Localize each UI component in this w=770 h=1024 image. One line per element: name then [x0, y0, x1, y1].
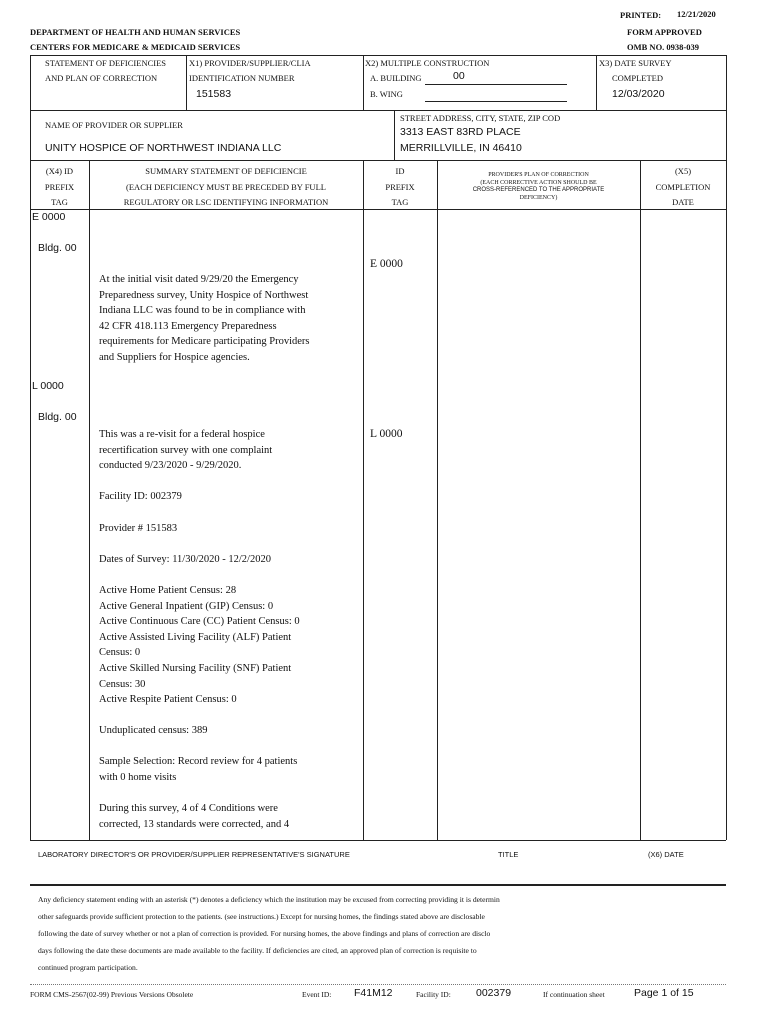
footnote-line: days following the date these documents are made available to the facility. If deficiencies are cited, an approved plan of correction is requisite to	[38, 946, 477, 955]
facility-id-value: 002379	[476, 987, 512, 999]
l-summary-block: Facility ID: 002379	[99, 491, 182, 503]
footnote-line: following the date of survey whether or not a plan of correction is provided. For nursing homes, the above findings and plans of correction are disclo	[38, 929, 491, 938]
wing-underline	[425, 101, 567, 102]
e-summary-text: At the initial visit dated 9/29/20 the Emergency Preparedness survey, Unity Hospice of Northwest Indiana LLC was found to be in compliance with 42 CFR 418.113 Emergency Preparedness requirements for Medicare participating Providers and Suppliers for Hospice agencies.	[99, 274, 310, 363]
rule	[596, 55, 597, 110]
page-number: Page 1 of 15	[634, 987, 694, 999]
agency-name: CENTERS FOR MEDICARE & MEDICAID SERVICES	[30, 42, 241, 52]
rule	[394, 110, 395, 160]
rule	[30, 884, 726, 886]
survey-date-label: X3) DATE SURVEY	[599, 58, 672, 68]
construction-label: X2) MULTIPLE CONSTRUCTION	[365, 58, 490, 68]
l-summary-block: Dates of Survey: 11/30/2020 - 12/2/2020	[99, 553, 271, 565]
x4-header: TAG	[51, 197, 68, 207]
survey-date-value: 12/03/2020	[612, 88, 665, 100]
l-bldg: Bldg. 00	[38, 411, 77, 423]
footnote-line: continued program participation.	[38, 963, 138, 972]
title-label: TITLE	[498, 850, 519, 859]
id-header: TAG	[391, 197, 409, 207]
form-approved: FORM APPROVED	[627, 27, 702, 37]
x5-header: (X5)	[674, 166, 692, 176]
l-summary-block: Provider # 151583	[99, 522, 178, 534]
survey-date-label: COMPLETED	[612, 73, 663, 83]
x5-header: COMPLETION	[655, 182, 711, 192]
provider-id-label: X1) PROVIDER/SUPPLIER/CLIA	[189, 58, 311, 68]
l-summary-block: During this survey, 4 of 4 Conditions were corrected, 13 standards were corrected, and 4	[99, 803, 290, 830]
building-label: A. BUILDING	[370, 73, 422, 83]
l-summary	[99, 427, 339, 832]
x5-header: DATE	[672, 197, 694, 207]
e-bldg: Bldg. 00	[38, 242, 77, 254]
signature-label: LABORATORY DIRECTOR'S OR PROVIDER/SUPPLIER REPRESENTATIVE'S SIGNATURE	[38, 850, 350, 859]
statement-label: AND PLAN OF CORRECTION	[45, 73, 158, 83]
x4-header: PREFIX	[44, 182, 75, 192]
footnote-line: other safeguards provide sufficient protection to the patients. (see instructions.) Except for nursing homes, the findings stated above are disclosable	[38, 912, 485, 921]
l-summary-block: Sample Selection: Record review for 4 patients with 0 home visits	[99, 756, 298, 784]
event-id-value: F41M12	[354, 987, 393, 999]
rule	[186, 55, 187, 110]
rule	[30, 160, 726, 161]
l-summary-block: Unduplicated census: 389	[99, 725, 208, 737]
provider-id-value: 151583	[196, 88, 232, 100]
rule	[30, 840, 726, 841]
footer-rule	[30, 984, 726, 985]
continuation-label: If continuation sheet	[543, 990, 605, 999]
l-tag-right: L 0000	[370, 428, 403, 440]
footnote	[38, 891, 738, 976]
event-id-label: Event ID:	[302, 990, 332, 999]
l-tag: L 0000	[32, 380, 64, 392]
rule	[30, 55, 726, 56]
summary-header: (EACH DEFICIENCY MUST BE PRECEDED BY FULL	[126, 182, 326, 192]
provider-name-label: NAME OF PROVIDER OR SUPPLIER	[45, 120, 183, 130]
rule	[30, 209, 726, 210]
rule	[363, 55, 364, 110]
summary-header: SUMMARY STATEMENT OF DEFICIENCIE	[145, 166, 307, 176]
rule	[30, 110, 726, 111]
plan-header: CROSS-REFERENCED TO THE APPROPRIATE	[472, 187, 605, 193]
summary-header: REGULATORY OR LSC IDENTIFYING INFORMATION	[123, 197, 329, 207]
printed-date: 12/21/2020	[677, 9, 716, 19]
l-summary-block: This was a re-visit for a federal hospice recertification survey with one complaint conducted 9/23/2020 - 9/29/2020.	[99, 429, 273, 472]
plan-header: (EACH CORRECTIVE ACTION SHOULD BE	[480, 180, 597, 186]
building-underline	[425, 84, 567, 85]
id-header: ID	[395, 166, 405, 176]
id-header: PREFIX	[385, 182, 415, 192]
x4-header: (X4) ID	[45, 166, 74, 176]
wing-label: B. WING	[370, 89, 403, 99]
address-line-2: MERRILLVILLE, IN 46410	[400, 142, 522, 154]
e-tag: E 0000	[32, 211, 66, 223]
provider-id-label: IDENTIFICATION NUMBER	[189, 73, 295, 83]
l-summary-block: Active Home Patient Census: 28 Active General Inpatient (GIP) Census: 0 Active Continuous Care (CC) Patient Census: 0 Active Assisted Living Facility (ALF) Patient Census: 0 Active Skilled Nursing Facility (SNF) Patient Census: 30 Active Respite Patient Census: 0	[99, 584, 300, 706]
rule	[726, 55, 727, 840]
form-number: FORM CMS-2567(02-99) Previous Versions Obsolete	[30, 990, 194, 999]
building-value: 00	[453, 70, 465, 82]
address-label: STREET ADDRESS, CITY, STATE, ZIP COD	[400, 113, 561, 123]
printed-label: PRINTED:	[620, 10, 662, 20]
rule	[640, 160, 641, 840]
dept-name: DEPARTMENT OF HEALTH AND HUMAN SERVICES	[30, 27, 241, 37]
address-line-1: 3313 EAST 83RD PLACE	[400, 126, 521, 138]
rule	[89, 160, 90, 840]
statement-label: STATEMENT OF DEFICIENCIES	[45, 58, 167, 68]
provider-name-value: UNITY HOSPICE OF NORTHWEST INDIANA LLC	[45, 142, 282, 154]
plan-header: DEFICIENCY)	[519, 195, 558, 201]
omb-number: OMB NO. 0938-039	[627, 42, 700, 52]
rule	[363, 160, 364, 840]
plan-header: PROVIDER'S PLAN OF CORRECTION	[488, 172, 589, 178]
facility-id-label: Facility ID:	[416, 990, 451, 999]
rule	[437, 160, 438, 840]
x6-date-label: (X6) DATE	[648, 850, 684, 859]
e-tag-right: E 0000	[370, 258, 403, 270]
footnote-line: Any deficiency statement ending with an asterisk (*) denotes a deficiency which the institution may be excused from correcting providing it is determin	[38, 895, 500, 904]
